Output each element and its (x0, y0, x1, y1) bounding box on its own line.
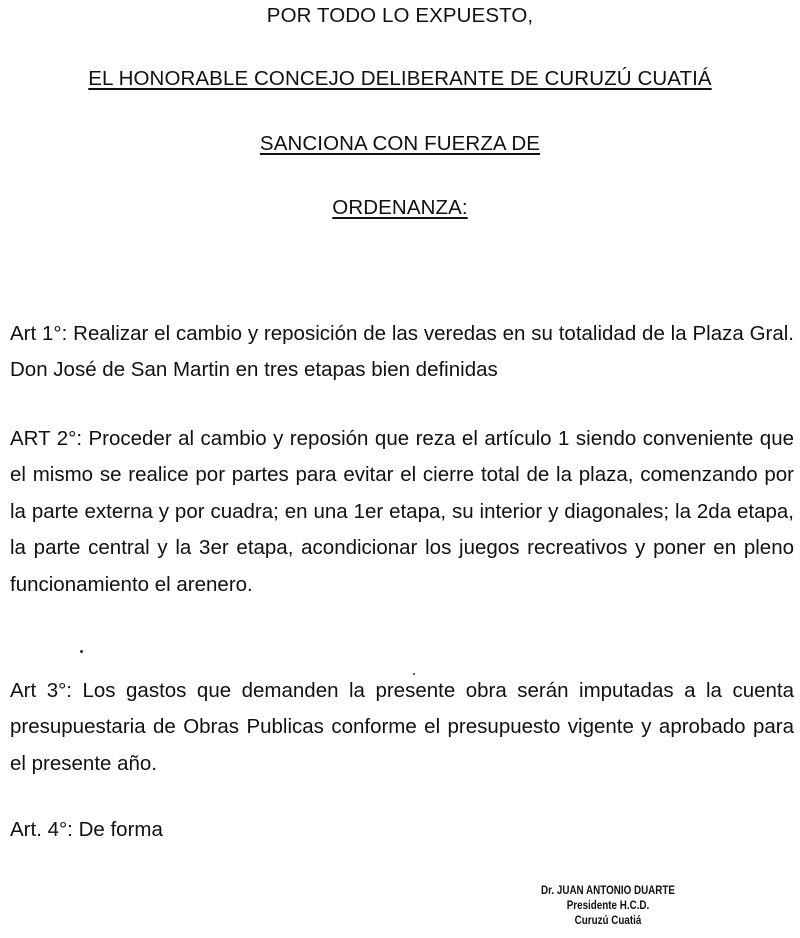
signature-place: Curuzú Cuatiá (574, 913, 642, 927)
article-3: Art 3°: Los gastos que demanden la presente obra serán imputadas a la cuenta presupuestaria de Obras Publicas conforme el presupuesto vigente y aprobado para el presente año. (10, 679, 794, 775)
signature-title: Presidente H.C.D. (566, 898, 650, 912)
heading-ordenanza (0, 196, 800, 220)
signature-stamp (510, 883, 707, 928)
heading-line-3: SANCIONA CON FUERZA DE (259, 132, 541, 155)
heading-concejo-deliberante (0, 67, 800, 91)
article-2: ART 2°: Proceder al cambio y reposión que reza el artículo 1 siendo conveniente que el mismo se realice por partes para evitar el cierre total de la plaza, comenzando por la parte externa y por cuadra; en una 1er etapa, su interior y diagonales; la 2da etapa, la parte central y la 3er etapa, acondicionar los juegos recreativos y poner en pleno funcionamiento el arenero. (10, 427, 794, 596)
heading-por-todo-lo-expuesto (0, 4, 800, 28)
heading-line-1: POR TODO LO EXPUESTO, (266, 4, 534, 27)
signature-name: Dr. JUAN ANTONIO DUARTE (541, 883, 675, 897)
article-1: Art 1°: Realizar el cambio y reposición de las veredas en su totalidad de la Plaza Gral. Don José de San Martin en tres etapas bien definidas (10, 322, 794, 382)
heading-line-4: ORDENANZA: (332, 196, 468, 219)
article-4: Art. 4°: De forma (10, 818, 163, 841)
heading-sanciona (0, 132, 800, 156)
scan-speck (80, 650, 83, 653)
scan-speck (413, 673, 415, 675)
heading-line-2: EL HONORABLE CONCEJO DELIBERANTE DE CURUZÚ CUATIÁ (88, 67, 712, 90)
